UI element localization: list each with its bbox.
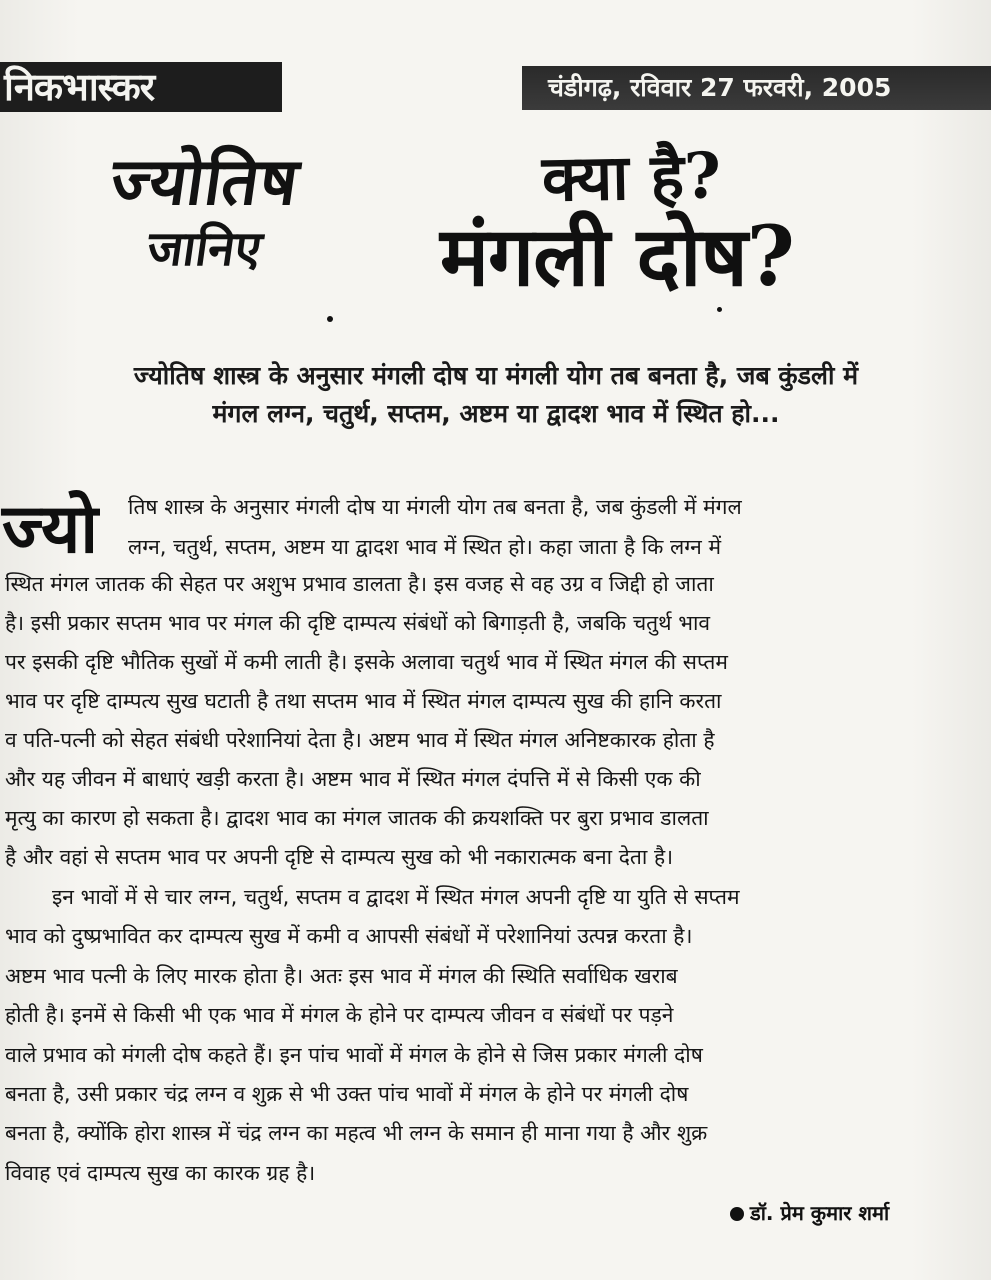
- article-line: तिष शास्त्र के अनुसार मंगली दोष या मंगली योग तब बनता है, जब कुंडली में मंगल: [128, 495, 742, 519]
- dateline: चंडीगढ़, रविवार 27 फरवरी, 2005: [522, 66, 991, 110]
- article-line: है। इसी प्रकार सप्तम भाव पर मंगल की दृष्टि दाम्पत्य संबंधों को बिगाड़ती है, जबकि चतुर्थ भाव: [5, 611, 711, 635]
- newspaper-masthead: निकभास्कर: [0, 62, 282, 112]
- drop-cap: ज्यो: [2, 489, 98, 569]
- summary-line-2: मंगल लग्न, चतुर्थ, सप्तम, अष्टम या द्वादश भाव में स्थित हो...: [212, 399, 780, 428]
- headline-line-1: क्या है?: [541, 138, 722, 216]
- article-line: स्थित मंगल जातक की सेहत पर अशुभ प्रभाव डालता है। इस वजह से वह उग्र व जिद्दी हो जाता: [5, 572, 714, 596]
- article-line: लग्न, चतुर्थ, सप्तम, अष्टम या द्वादश भाव में स्थित हो। कहा जाता है कि लग्न में: [128, 535, 722, 559]
- article-line: भाव पर दृष्टि दाम्पत्य सुख घटाती है तथा सप्तम भाव में स्थित मंगल दाम्पत्य सुख की हानि करता: [5, 689, 722, 713]
- article-line: व पति-पत्नी को सेहत संबंधी परेशानियां देता है। अष्टम भाव में स्थित मंगल अनिष्टकारक होता है: [5, 728, 715, 752]
- article-line: मृत्यु का कारण हो सकता है। द्वादश भाव का मंगल जातक की क्रयशक्ति पर बुरा प्रभाव डालता: [5, 806, 709, 830]
- headline-line-2: मंगली दोष?: [440, 209, 794, 305]
- bullet-icon: [730, 1207, 744, 1221]
- author-byline: [730, 1198, 985, 1228]
- headline: [440, 138, 830, 305]
- summary-line-1: ज्योतिष शास्त्र के अनुसार मंगली दोष या मंगली योग तब बनता है, जब कुंडली में: [133, 361, 859, 390]
- article-line: बनता है, क्योंकि होरा शास्त्र में चंद्र लग्न का महत्व भी लग्न के समान ही माना गया है और शुक्र: [5, 1121, 708, 1145]
- article-line: भाव को दुष्प्रभावित कर दाम्पत्य सुख में कमी व आपसी संबंधों में परेशानियां उत्पन्न करता है।: [5, 924, 693, 948]
- article-line: और यह जीवन में बाधाएं खड़ी करता है। अष्टम भाव में स्थित मंगल दंपत्ति में से किसी एक की: [5, 767, 701, 791]
- article-line: विवाह एवं दाम्पत्य सुख का कारक ग्रह है।: [5, 1161, 316, 1185]
- article-line: इन भावों में से चार लग्न, चतुर्थ, सप्तम व द्वादश में स्थित मंगल अपनी दृष्टि या युति से सप्तम: [52, 885, 740, 909]
- article-summary: [6, 357, 986, 433]
- section-title-line-1: ज्योतिष: [106, 145, 304, 220]
- article-line: वाले प्रभाव को मंगली दोष कहते हैं। इन पांच भावों में मंगल के होने से जिस प्रकार मंगली दोष: [5, 1043, 703, 1067]
- section-title: [53, 145, 348, 277]
- author-name: डॉ. प्रेम कुमार शर्मा: [750, 1201, 890, 1225]
- print-speck: [717, 307, 722, 312]
- article-line: बनता है, उसी प्रकार चंद्र लग्न व शुक्र से भी उक्त पांच भावों में मंगल के होने पर मंगली दोष: [5, 1082, 689, 1106]
- article-line: होती है। इनमें से किसी भी एक भाव में मंगल के होने पर दाम्पत्य जीवन व संबंधों पर पड़ने: [5, 1003, 674, 1027]
- article-line: है और वहां से सप्तम भाव पर अपनी दृष्टि से दाम्पत्य सुख को भी नकारात्मक बना देता है।: [5, 845, 674, 869]
- section-title-line-2: जानिए: [143, 221, 266, 277]
- article-line: अष्टम भाव पत्नी के लिए मारक होता है। अतः इस भाव में मंगल की स्थिति सर्वाधिक खराब: [5, 964, 678, 988]
- print-speck: [327, 316, 333, 322]
- article-line: पर इसकी दृष्टि भौतिक सुखों में कमी लाती है। इसके अलावा चतुर्थ भाव में स्थित मंगल की सप्तम: [5, 650, 728, 674]
